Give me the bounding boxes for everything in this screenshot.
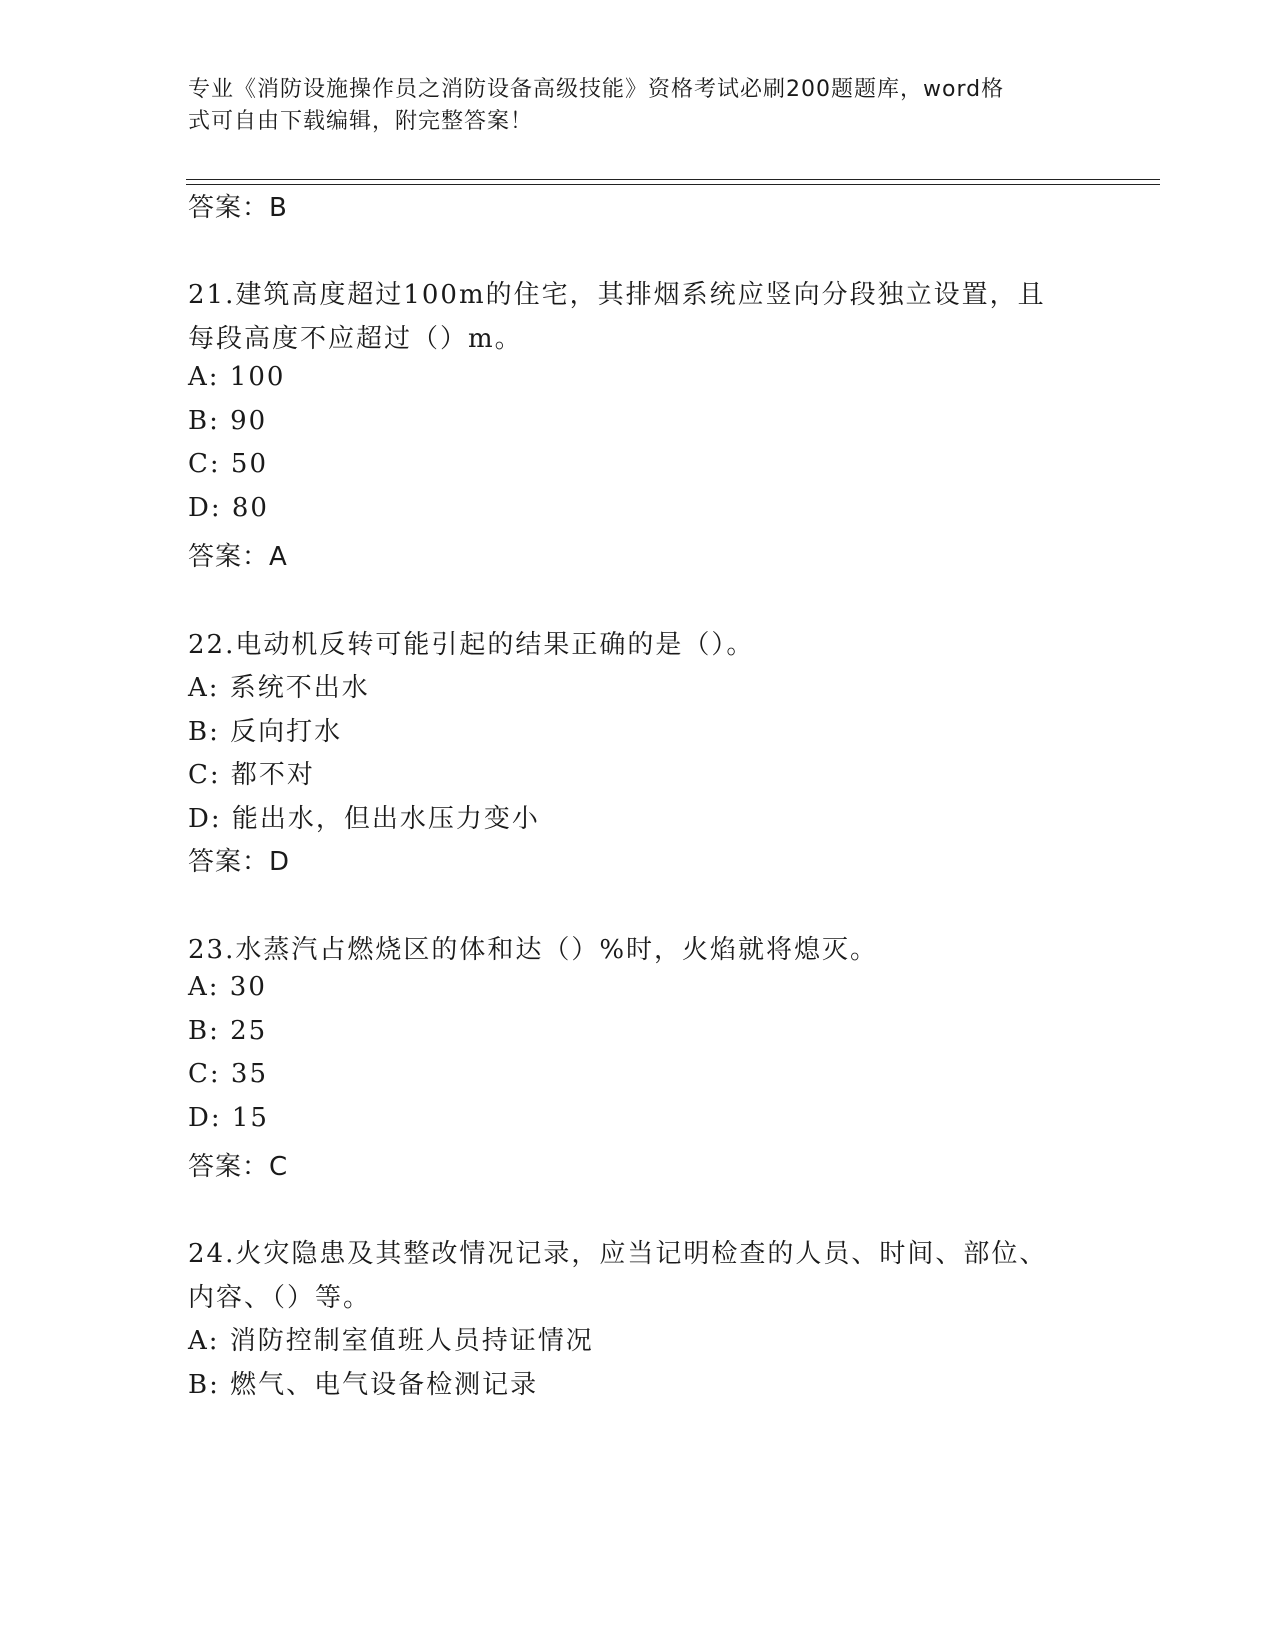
question-22-option-d: D: 能出水，但出水压力变小 [188,804,540,834]
question-24-option-a: A: 消防控制室值班人员持证情况 [188,1326,594,1356]
document-header [188,74,1068,138]
header-divider-top [186,179,1160,180]
question-24-option-b: B: 燃气、电气设备检测记录 [188,1370,539,1400]
question-23-stem-line-1: 23.水蒸汽占燃烧区的体和达（）%时，火焰就将熄灭。 [188,935,879,965]
question-24-stem-line-1: 24.火灾隐患及其整改情况记录，应当记明检查的人员、时间、部位、 [188,1239,1048,1269]
header-line-1: 专业《消防设施操作员之消防设备高级技能》资格考试必刷200题题库，word格 [188,77,1005,102]
question-24-stem-line-2: 内容、（）等。 [188,1283,372,1313]
question-21-option-d: D: 80 [188,493,269,523]
question-22-option-b: B: 反向打水 [188,717,343,747]
question-22-option-c: C: 都不对 [188,760,315,790]
question-21-answer: 答案：A [188,542,288,572]
question-22-answer: 答案：D [188,847,291,877]
header-line-2: 式可自由下载编辑，附完整答案！ [188,109,534,134]
question-21-stem-line-2: 每段高度不应超过（）m。 [188,324,523,354]
question-21-option-a: A: 100 [188,362,286,392]
question-22-stem-line-1: 22.电动机反转可能引起的结果正确的是（）。 [188,630,755,660]
question-23-option-d: D: 15 [188,1103,269,1133]
question-21-option-c: C: 50 [188,449,269,479]
question-21-stem-line-1: 21.建筑高度超过100m的住宅，其排烟系统应竖向分段独立设置，且 [188,280,1046,310]
previous-answer: 答案：B [188,193,288,223]
header-divider-bottom [186,184,1160,185]
question-23-option-c: C: 35 [188,1059,269,1089]
question-23-answer: 答案：C [188,1152,289,1182]
question-21-option-b: B: 90 [188,406,268,436]
question-23-option-a: A: 30 [188,972,267,1002]
question-23-option-b: B: 25 [188,1016,268,1046]
question-22-option-a: A: 系统不出水 [188,673,370,703]
